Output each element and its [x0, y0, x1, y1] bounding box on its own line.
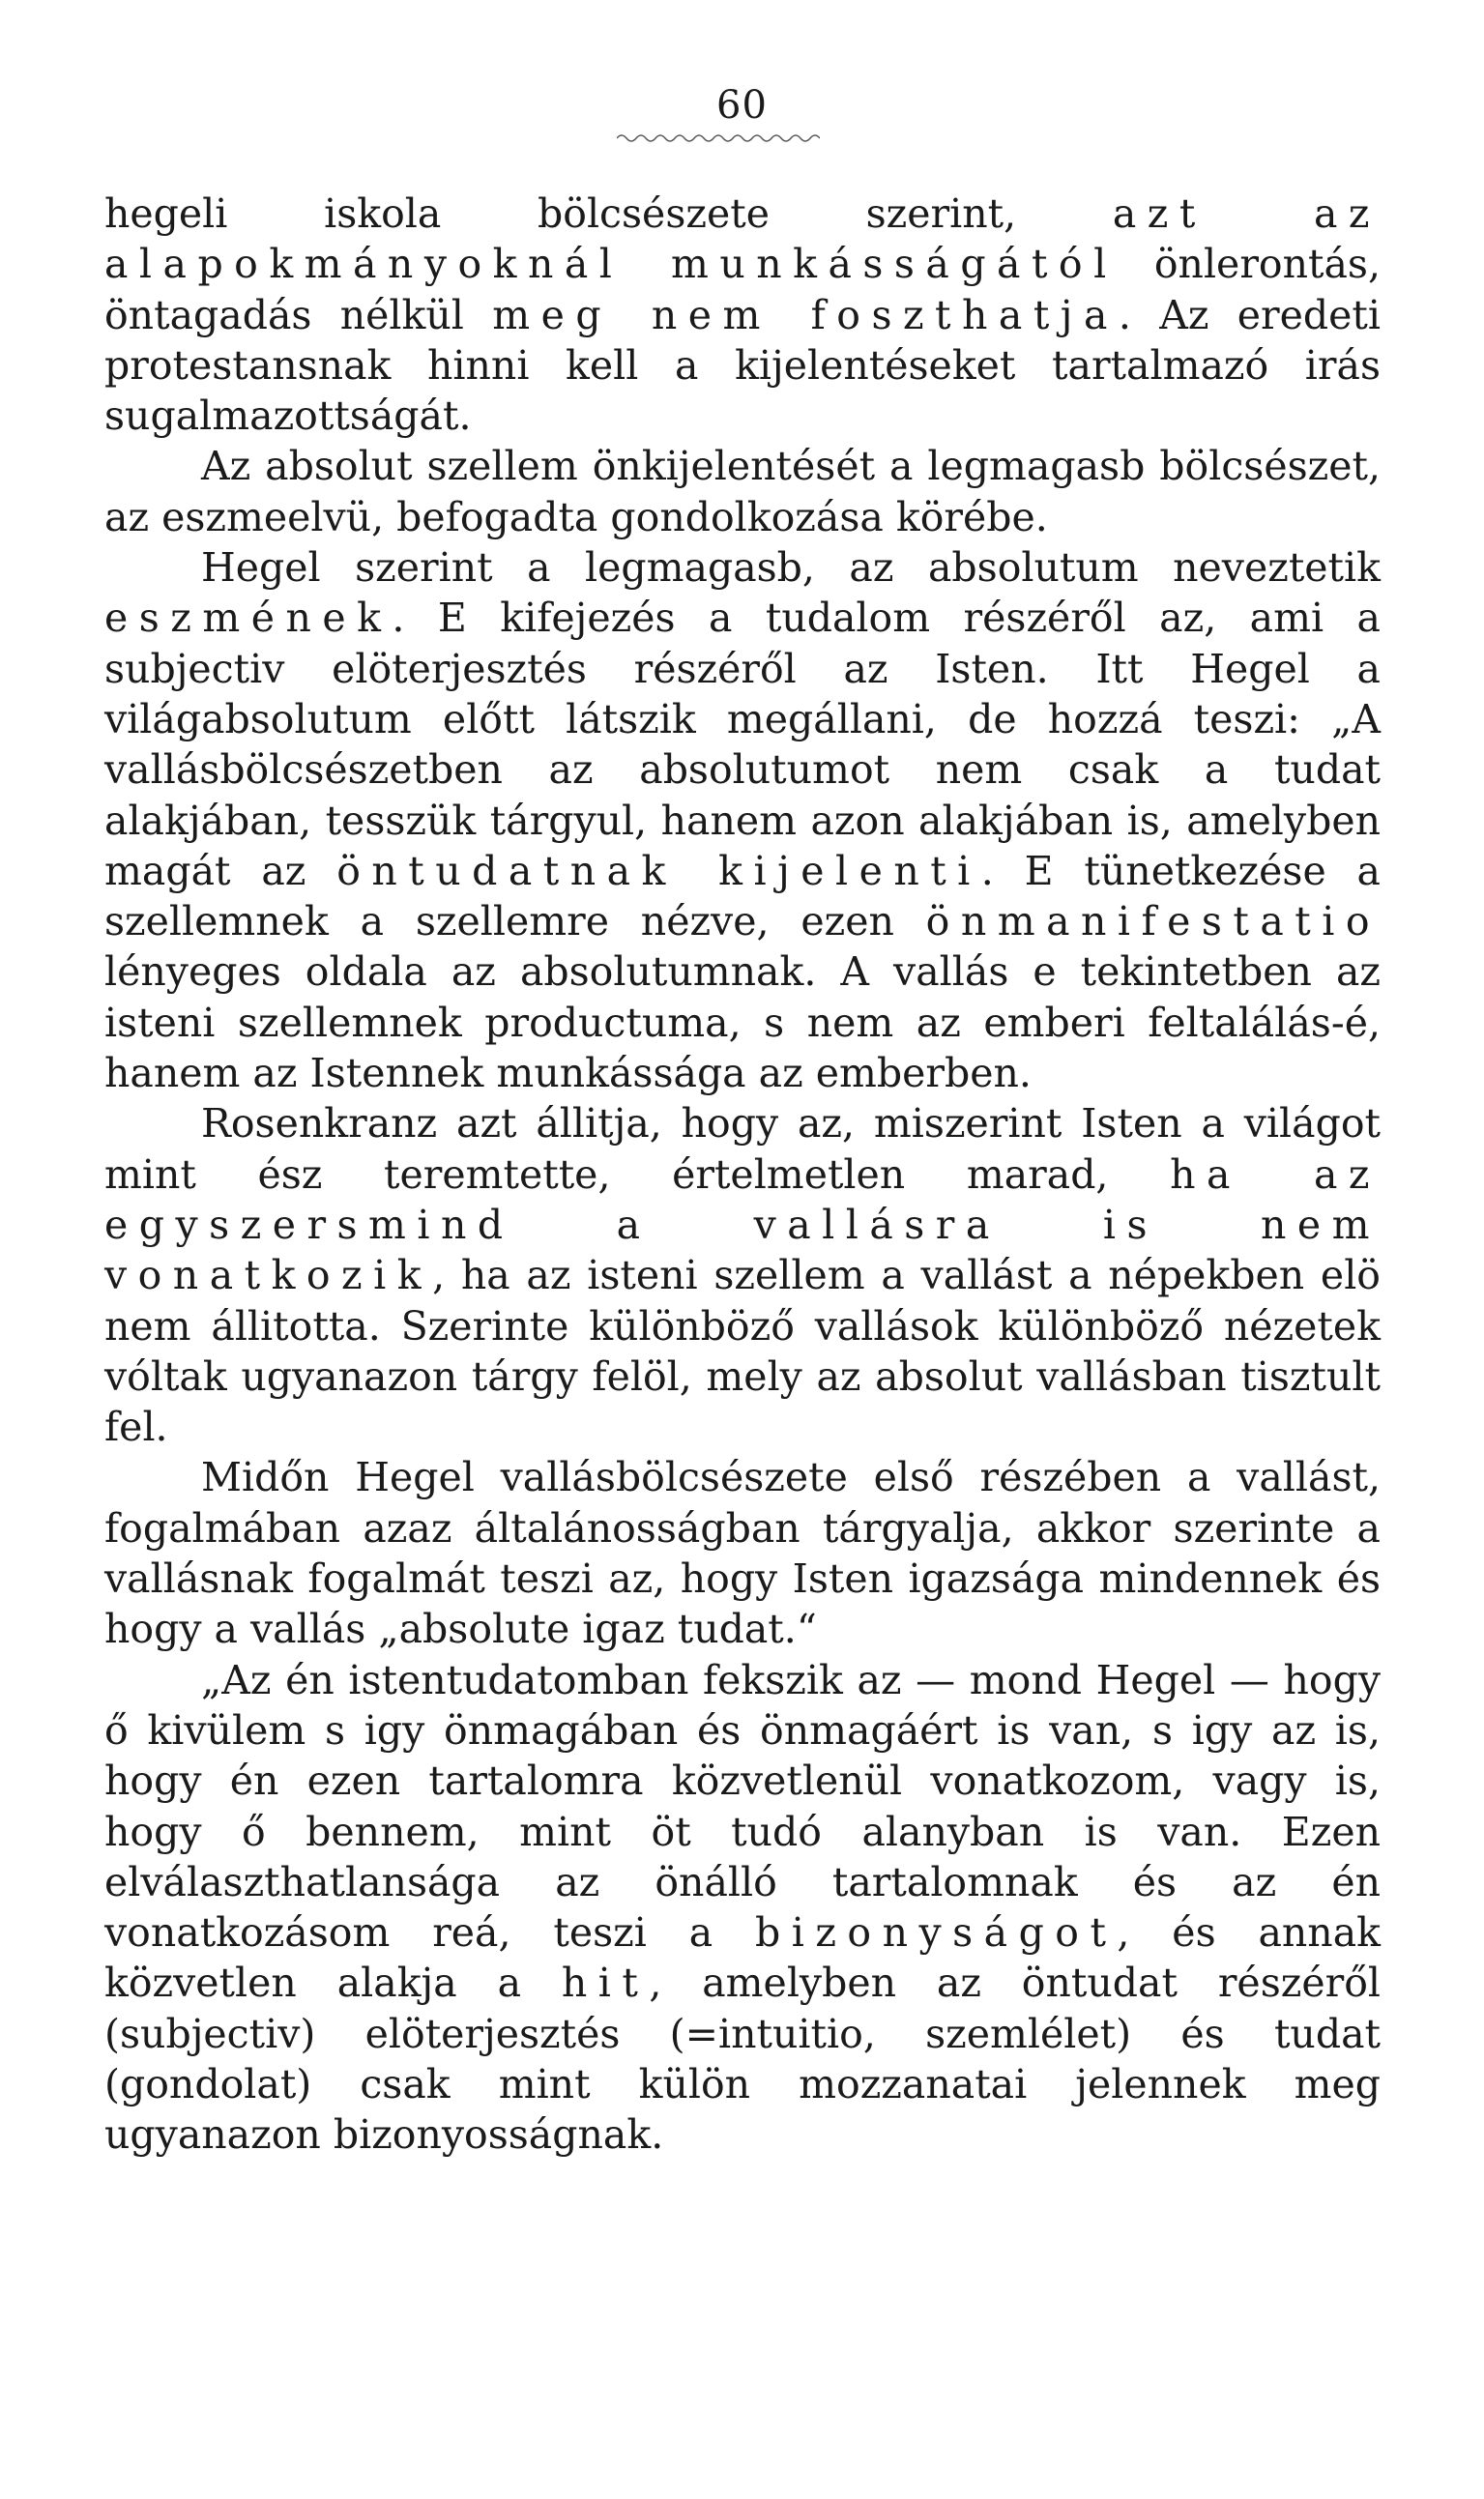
text-segment: lényeges oldala az absolutumnak. A vallás e tekintetben az isteni szellemnek productuma, s nem az emberi feltalálás-é, hanem az Istennek munkássága az emberben. [104, 948, 1381, 1097]
paragraph [104, 189, 1381, 441]
emphasized-text: eszmének [104, 595, 393, 642]
emphasized-text: bizonyságot [755, 1909, 1118, 1957]
emphasized-text: öntudatnak kijelenti [336, 847, 981, 894]
emphasized-text: hit [561, 1960, 650, 2007]
paragraph [104, 1452, 1381, 1654]
text-segment: , amelyben az öntudat részéről (subjectiv) elöterjesztés (=intuitio, szemlélet) és tudat (gondolat) csak mint külön mozzanatai jelennek meg ugyanazon bizonyosságnak. [104, 1960, 1381, 2159]
text-segment: . Az eredeti protestansnak hinni kell a kijelentéseket tartalmazó irás sugalmazottságát. [104, 291, 1381, 440]
text-segment: Midőn Hegel vallásbölcsészete első részében a vallást, fogalmában azaz általánosságban tárgyalja, akkor szerinte a vallásnak fogalmát teszi az, hogy Isten igazsága mindennek és hogy a vallás „absolute igaz tudat.“ [104, 1454, 1381, 1653]
text-segment: , ha az isteni szellem a vallást a népekben elö nem állitotta. Szerinte különböző vallások különböző nézetek vóltak ugyanazon tárgy felöl, mely az absolut vallásban tisztult fel. [104, 1252, 1381, 1451]
text-segment: Az absolut szellem önkijelentését a legmagasb bölcsészet, az eszmeelvü, befogadta gondolkozása körébe. [104, 443, 1381, 540]
paragraph [104, 1655, 1381, 2161]
text-segment: Hegel szerint a legmagasb, az absolutum neveztetik [201, 544, 1381, 592]
emphasized-text: önmanifestatio [925, 898, 1381, 945]
paragraph [104, 542, 1381, 1098]
text-segment: „Az én istentudatomban fekszik az — mond Hegel — hogy ő kivülem s igy önmagában és önmagáért is van, s igy az is, hogy én ezen tartalomra közvetlenül vonatkozom, vagy is, hogy ő bennem, mint öt tudó alanyban is van. Ezen elválaszthatlansága az önálló tartalomnak és az én vonatkozásom reá, teszi a [104, 1656, 1381, 1957]
emphasized-text: azt az alapokmányoknál munkásságától [104, 190, 1381, 288]
body-text [104, 189, 1381, 2161]
paragraph [104, 1098, 1381, 1452]
emphasized-text: meg nem foszthatja [492, 291, 1119, 338]
emphasized-text: ha az egyszersmind a vallásra is nem vonatkozik [104, 1150, 1382, 1299]
text-segment: . E tünetkezése a szellemnek a szellemre nézve, ezen [104, 847, 1381, 945]
paragraph [104, 441, 1381, 542]
text-segment: hegeli iskola bölcsészete szerint, [104, 190, 1113, 237]
text-segment: . E kifejezés a tudalom részéről az, ami a subjectiv elöterjesztés részéről az Isten. Itt Hegel a világabsolutum előtt látszik megállani, de hozzá teszi: „A vallásbölcsészetben az absolutumot nem csak a tudat alakjában, tesszük tárgyul, hanem azon alakjában is, amelyben magát az [104, 595, 1381, 894]
page-number: 60 [716, 83, 768, 128]
text-segment: önlerontás, öntagadás nélkül [104, 241, 1382, 338]
decorative-wave-rule [617, 131, 820, 146]
text-segment: , és annak közvetlen alakja a [104, 1909, 1381, 2007]
text-segment: Rosenkranz azt állitja, hogy az, miszerint Isten a világot mint ész teremtette, értelmetlen marad, [104, 1100, 1381, 1198]
